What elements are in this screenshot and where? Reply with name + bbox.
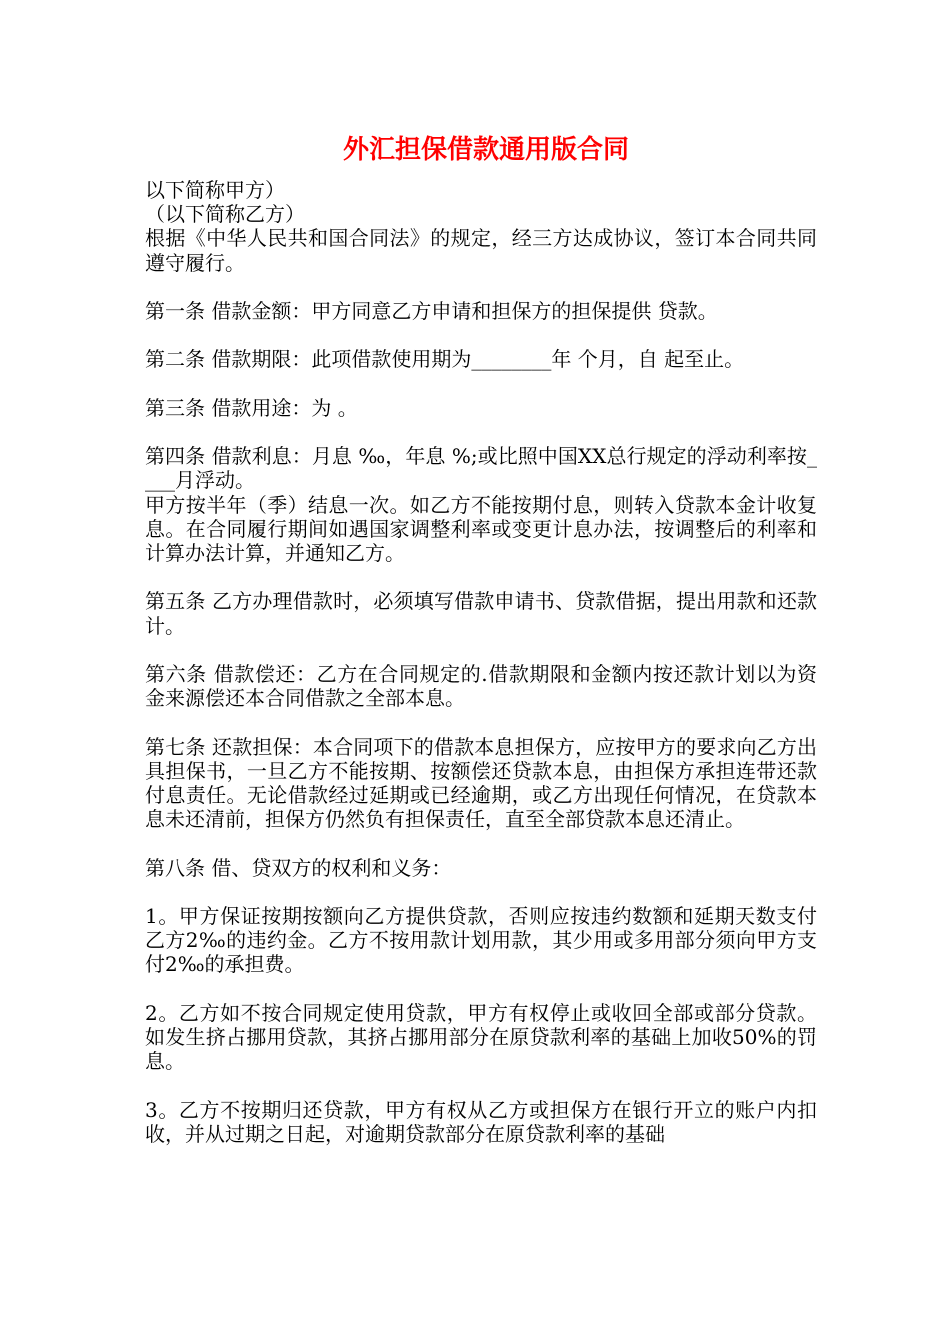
article-8-item-2: 2。乙方如不按合同规定使用贷款，甲方有权停止或收回全部或部分贷款。如发生挤占挪用贷款，其挤占挪用部分在原贷款利率的基础上加收50%的罚息。 [145,1000,817,1074]
article-8-item-1: 1。甲方保证按期按额向乙方提供贷款，否则应按违约数额和延期天数支付乙方2‰的违约金。乙方不按用款计划用款，其少用或多用部分须向甲方支付2‰的承担费。 [145,903,817,977]
article-8: 第八条 借、贷双方的权利和义务： [145,855,452,880]
document-title: 外汇担保借款通用版合同 [342,135,629,165]
article-5: 第五条 乙方办理借款时，必须填写借款申请书、贷款借据，提出用款和还款计。 [145,589,817,638]
article-1: 第一条 借款金额：甲方同意乙方申请和担保方的担保提供 贷款。 [145,299,718,323]
article-4-continued: 甲方按半年（季）结息一次。如乙方不能按期付息，则转入贷款本金计收复息。在合同履行期间如遇国家调整利率或变更计息办法，按调整后的利率和计算办法计算，并通知乙方。 [145,492,817,565]
intro-line-basis: 根据《中华人民共和国合同法》的规定，经三方达成协议，签订本合同共同遵守履行。 [145,226,817,275]
article-8-item-3: 3。乙方不按期归还贷款，甲方有权从乙方或担保方在银行开立的账户内扣收，并从过期之日起，对逾期贷款部分在原贷款利率的基础 [145,1097,817,1146]
article-4: 第四条 借款利息：月息 ‰，年息 %;或比照中国XX总行规定的浮动利率按____月浮动。 [145,444,817,493]
article-2: 第二条 借款期限：此项借款使用期为________年 个月，自 起至止。 [145,347,745,372]
article-6: 第六条 借款偿还：乙方在合同规定的.借款期限和金额内按还款计划以为资金来源偿还本合同借款之全部本息。 [145,661,817,711]
article-3: 第三条 借款用途：为 。 [145,395,358,420]
intro-line-party-b: （以下简称乙方） [145,202,305,227]
intro-line-party-a: 以下简称甲方） [145,178,285,202]
article-7: 第七条 还款担保：本合同项下的借款本息担保方，应按甲方的要求向乙方出具担保书，一旦乙方不能按期、按额偿还贷款本息，由担保方承担连带还款付息责任。无论借款经过延期或已经逾期，或乙方出现任何情况，在贷款本息未还清前，担保方仍然负有担保责任，直至全部贷款本息还清止。 [145,734,817,832]
document-page [145,130,817,1146]
